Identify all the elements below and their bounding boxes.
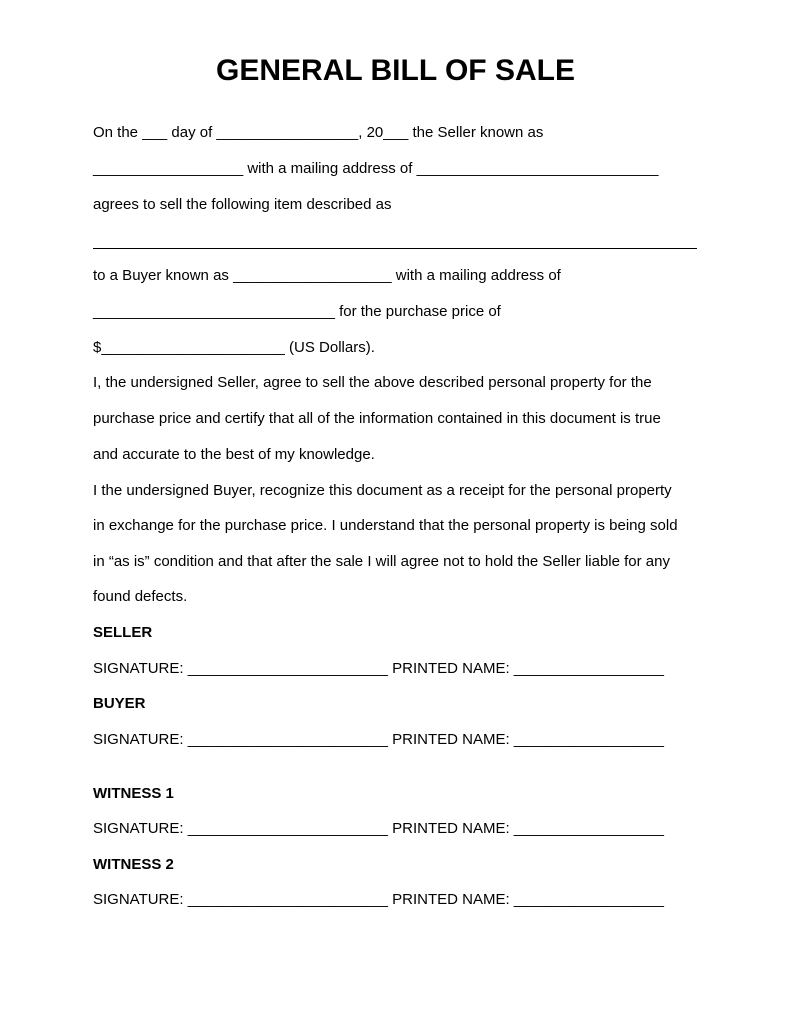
seller-certification-line-3: and accurate to the best of my knowledge. xyxy=(93,446,375,463)
seller-heading: SELLER xyxy=(93,624,153,641)
buyer-acknowledgment-line-1: I the undersigned Buyer, recognize this document as a receipt for the personal property xyxy=(93,482,672,499)
buyer-acknowledgment-line-4: found defects. xyxy=(93,588,188,605)
buyer-signature-line: SIGNATURE: ________________________ PRINTED NAME: __________________ xyxy=(93,731,664,748)
witness-2-signature-line: SIGNATURE: ________________________ PRINTED NAME: __________________ xyxy=(93,891,664,908)
item-description-field xyxy=(93,248,697,249)
buyer-acknowledgment-line-3: in “as is” condition and that after the sale I will agree not to hold the Seller liable for any xyxy=(93,553,670,570)
buyer-address-price-line: _____________________________ for the purchase price of xyxy=(93,303,501,320)
price-line: $______________________ (US Dollars). xyxy=(93,339,375,356)
seller-certification-line-2: purchase price and certify that all of the information contained in this document is true xyxy=(93,410,661,427)
buyer-line: to a Buyer known as ___________________ with a mailing address of xyxy=(93,267,561,284)
buyer-heading: BUYER xyxy=(93,695,146,712)
buyer-acknowledgment-line-2: in exchange for the purchase price. I understand that the personal property is being sold xyxy=(93,517,678,534)
document-title: GENERAL BILL OF SALE xyxy=(216,54,575,87)
witness-1-heading: WITNESS 1 xyxy=(93,785,174,802)
item-intro-line: agrees to sell the following item described as xyxy=(93,196,392,213)
date-seller-line: On the ___ day of _________________, 20___ the Seller known as xyxy=(93,124,544,141)
seller-certification-line-1: I, the undersigned Seller, agree to sell the above described personal property for the xyxy=(93,374,652,391)
seller-signature-line: SIGNATURE: ________________________ PRINTED NAME: __________________ xyxy=(93,660,664,677)
witness-1-signature-line: SIGNATURE: ________________________ PRINTED NAME: __________________ xyxy=(93,820,664,837)
witness-2-heading: WITNESS 2 xyxy=(93,856,174,873)
seller-address-line: __________________ with a mailing address of _____________________________ xyxy=(93,160,659,177)
